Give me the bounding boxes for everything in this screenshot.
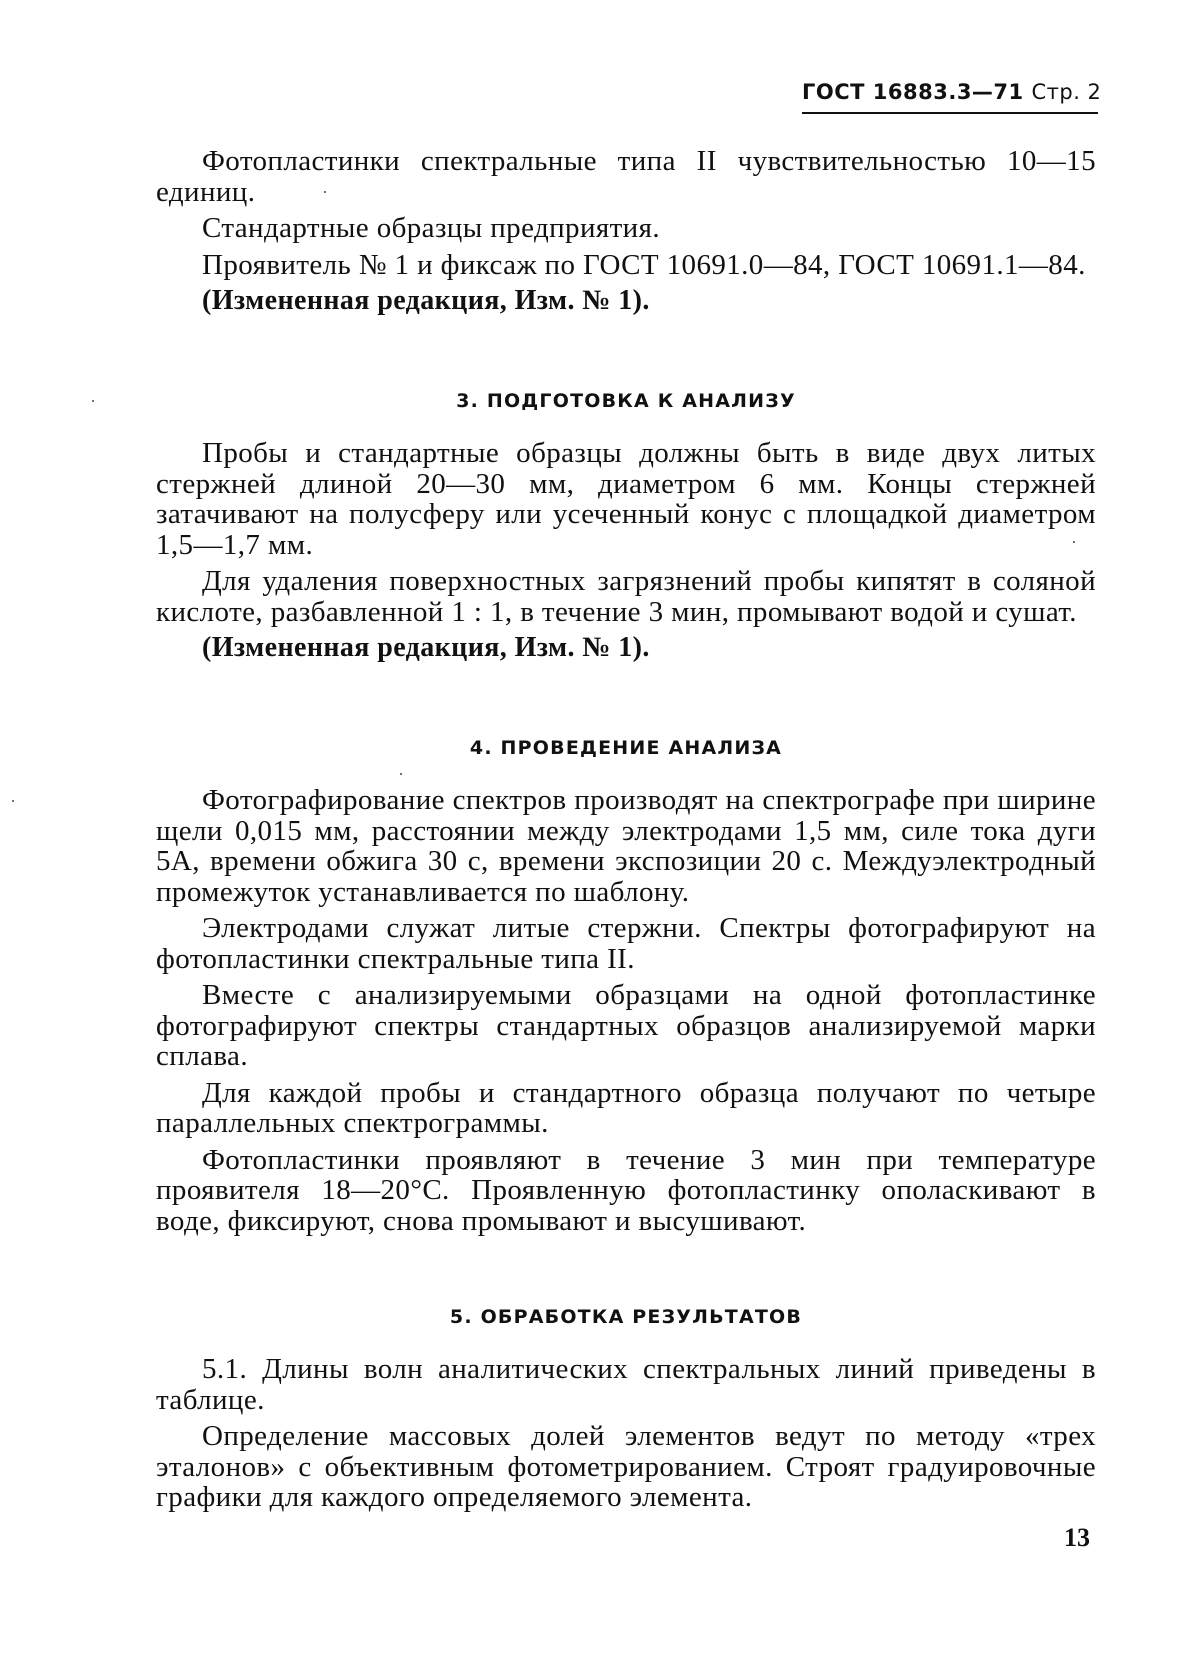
section-5-body [156, 1354, 1096, 1513]
page-header [802, 72, 1102, 114]
paragraph: Вместе с анализируемыми образцами на одной фотопластинке фотографируют спектры стандартных образцов анализируемой марки сплава. [156, 979, 1096, 1072]
scan-speck [1073, 541, 1075, 543]
scan-speck [12, 800, 14, 802]
paragraph: 5.1. Длины волн аналитических спектральных линий приведены в таблице. [156, 1353, 1096, 1416]
paragraph: Стандартные образцы предприятия. [202, 212, 660, 244]
section-3-body [156, 438, 1096, 664]
amendment-note: (Измененная редакция, Изм. № 1). [202, 632, 650, 663]
scan-speck [324, 191, 326, 193]
scan-speck [400, 773, 402, 775]
page-label: Стр. 2 [1031, 80, 1102, 104]
paragraph: Проявитель № 1 и фиксаж по ГОСТ 10691.0—84, ГОСТ 10691.1—84. [202, 248, 1086, 281]
paragraph: Для каждой пробы и стандартного образца получают по четыре параллельных спектрограммы. [156, 1076, 1096, 1139]
paragraph: Фотопластинки спектральные типа II чувствительностью 10—15 единиц. [156, 145, 1096, 208]
paragraph: Фотографирование спектров производят на спектрографе при ширине щели 0,015 мм, расстоянии между электродами 1,5 мм, силе тока дуги 5А, времени обжига 30 с, времени экспозиции 20 с. Междуэлектродный промежуток устанавливается по шаблону. [156, 784, 1096, 908]
section-heading: 5. ОБРАБОТКА РЕЗУЛЬТАТОВ [449, 1306, 803, 1328]
paragraph: Определение массовых долей элементов ведут по методу «трех эталонов» с объективным фотометрированием. Строят градуировочные графики для каждого определяемого элемента. [156, 1420, 1096, 1513]
section-heading: 4. ПРОВЕДЕНИЕ АНАЛИЗА [469, 737, 783, 759]
paragraph: Для удаления поверхностных загрязнений пробы кипятят в соляной кислоте, разбавленной 1 : 1, в течение 3 мин, промывают водой и сушат. [156, 565, 1096, 628]
page-number: 13 [1064, 1523, 1090, 1552]
paragraph: Электродами служат литые стержни. Спектры фотографируют на фотопластинки спектральные типа II. [156, 912, 1096, 975]
paragraph: Фотопластинки проявляют в течение 3 мин при температуре проявителя 18—20°С. Проявленную фотопластинку ополаскивают в воде, фиксируют, снова промывают и высушивают. [156, 1143, 1096, 1237]
scan-speck [92, 400, 94, 402]
amendment-note: (Измененная редакция, Изм. № 1). [202, 285, 650, 316]
section-4-body [156, 785, 1096, 1236]
paragraph: Пробы и стандартные образцы должны быть в виде двух литых стержней длиной 20—30 мм, диаметром 6 мм. Концы стержней затачивают на полусферу или усеченный конус с площадкой диаметром 1,5—1,7 мм. [156, 437, 1096, 561]
document-code: ГОСТ 16883.3—71 [802, 80, 1024, 104]
intro-block [156, 146, 1096, 317]
section-heading: 3. ПОДГОТОВКА К АНАЛИЗУ [456, 390, 796, 412]
